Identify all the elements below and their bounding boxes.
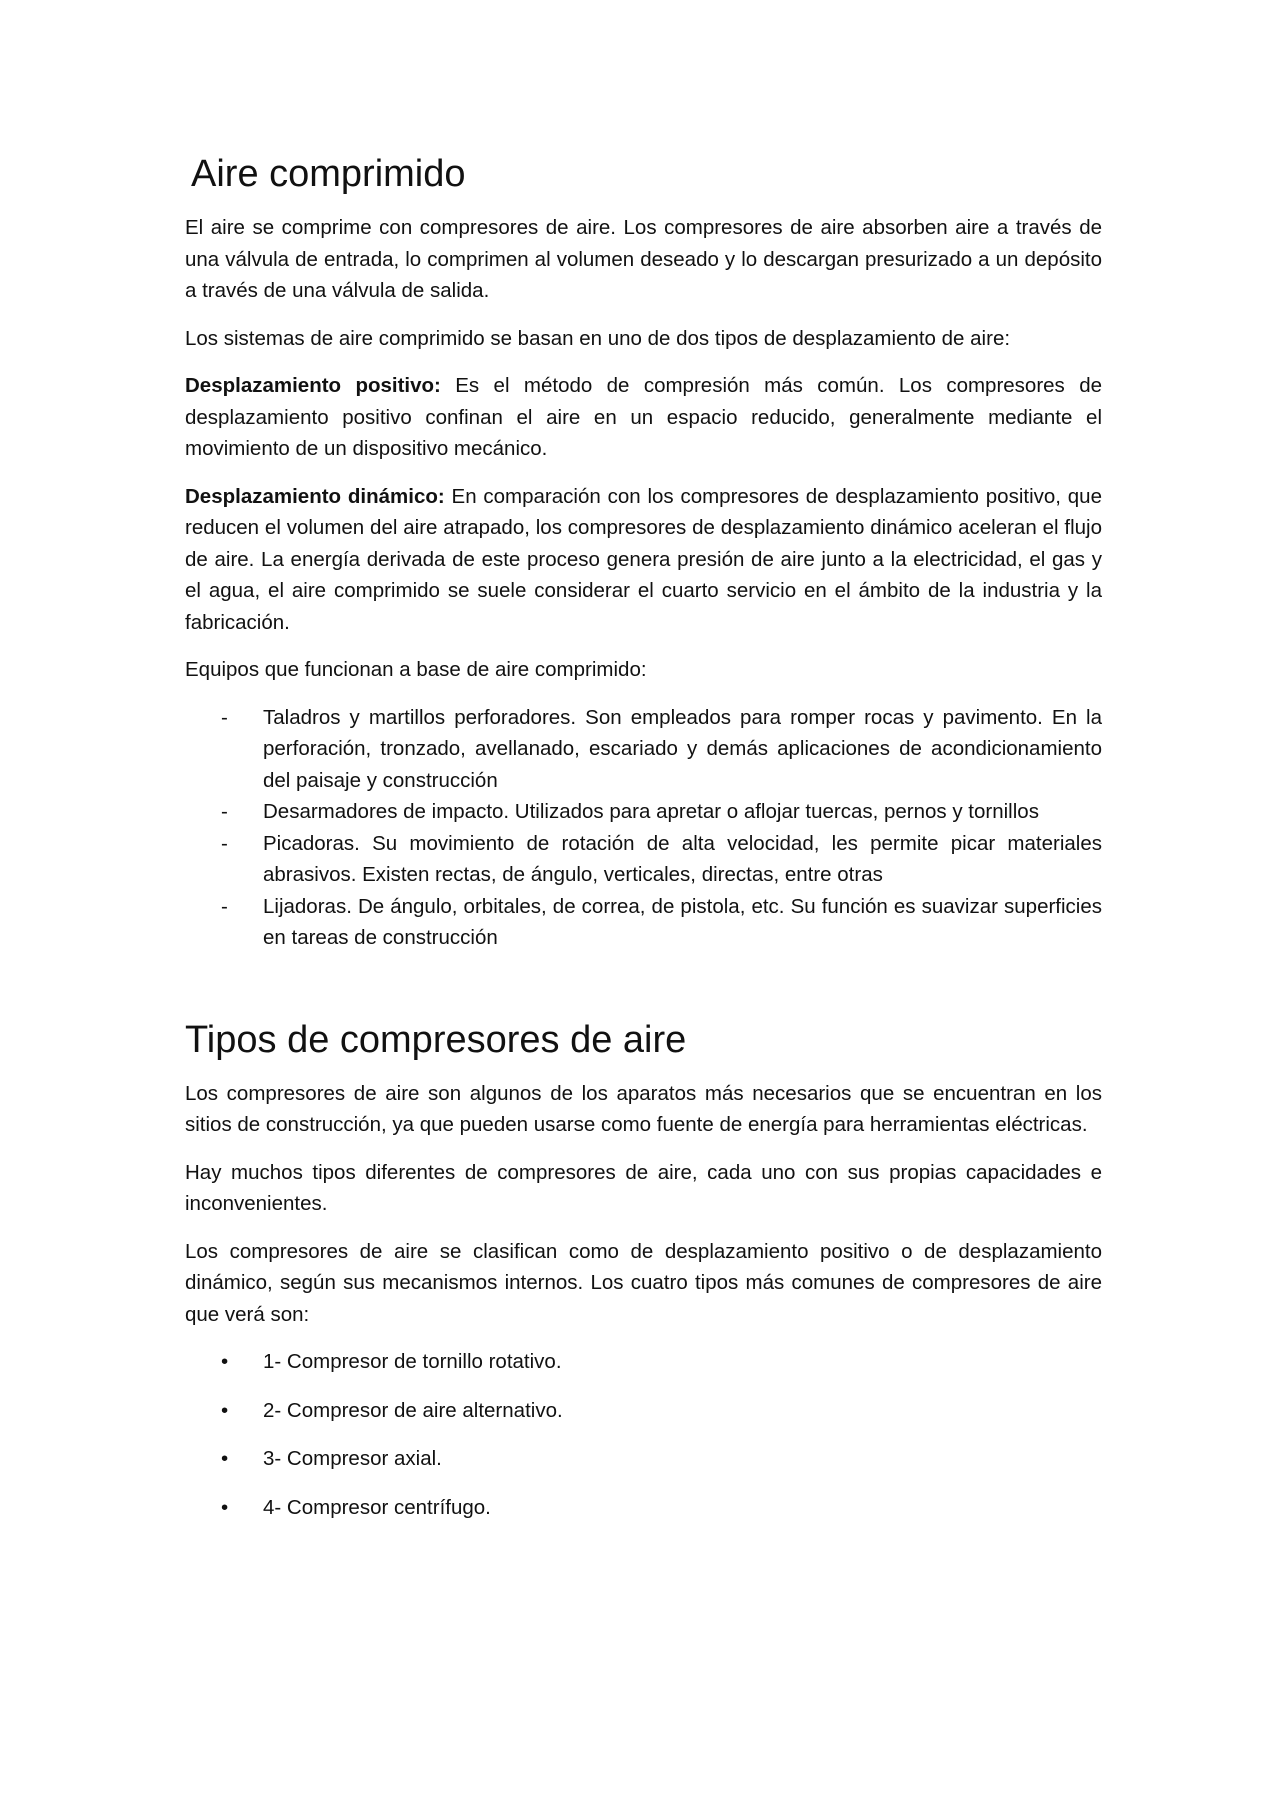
equipment-list	[185, 702, 1102, 954]
dash-marker: -	[221, 831, 228, 855]
list-item-text: Lijadoras. De ángulo, orbitales, de correa, de pistola, etc. Su función es suavizar superficies en tareas de construcción	[263, 894, 1102, 949]
compressor-types-list	[185, 1346, 1102, 1523]
paragraph-dynamic-displacement	[185, 481, 1102, 639]
bullet-marker: •	[221, 1398, 229, 1422]
dash-marker: -	[221, 705, 228, 729]
paragraph-intro: El aire se comprime con compresores de aire. Los compresores de aire absorben aire a través de una válvula de entrada, lo comprimen al volumen deseado y lo descargan presurizado a un depósito a través de una válvula de salida.	[185, 216, 1102, 302]
list-item	[185, 828, 1102, 891]
list-item	[185, 1395, 1102, 1427]
list-item	[185, 1346, 1102, 1378]
dash-marker: -	[221, 800, 228, 823]
paragraph-classification: Los compresores de aire se clasifican como de desplazamiento positivo o de desplazamiento dinámico, según sus mecanismos internos. Los cuatro tipos más comunes de compresores de aire que verá son:	[185, 1239, 1102, 1326]
definition-positive-displacement: Es el método de compresión más común. Los compresores de desplazamiento positivo confinan el aire en un espacio reducido, generalmente mediante el movimiento de un dispositivo mecánico.	[185, 374, 1102, 460]
bullet-marker: •	[221, 1495, 229, 1519]
bullet-marker: •	[221, 1350, 229, 1373]
list-item-text: 2- Compresor de aire alternativo.	[263, 1398, 563, 1422]
list-item-text: Picadoras. Su movimiento de rotación de alta velocidad, les permite picar materiales abrasivos. Existen rectas, de ángulo, verticales, directas, entre otras	[263, 831, 1102, 886]
list-item-text: 4- Compresor centrífugo.	[263, 1495, 491, 1519]
list-item	[185, 1492, 1102, 1524]
list-item	[185, 702, 1102, 797]
term-positive-displacement: Desplazamiento positivo:	[185, 374, 441, 397]
list-item	[185, 891, 1102, 954]
heading-tipos-compresores: Tipos de compresores de aire	[185, 1018, 687, 1061]
paragraph-systems: Los sistemas de aire comprimido se basan en uno de dos tipos de desplazamiento de aire:	[185, 326, 1011, 350]
list-item-text: 3- Compresor axial.	[263, 1447, 442, 1470]
bullet-marker: •	[221, 1447, 229, 1470]
list-item-text: Taladros y martillos perforadores. Son empleados para romper rocas y pavimento. En la perforación, tronzado, avellanado, escariado y demás aplicaciones de acondicionamiento del paisaje y construcción	[263, 705, 1102, 792]
term-dynamic-displacement: Desplazamiento dinámico:	[185, 484, 445, 508]
definition-dynamic-displacement: En comparación con los compresores de desplazamiento positivo, que reducen el volumen del aire atrapado, los compresores de desplazamiento dinámico aceleran el flujo de aire. La energía derivada de este proceso genera presión de aire junto a la electricidad, el gas y el agua, el aire comprimido se suele considerar el cuarto servicio en el ámbito de la industria y la fabricación.	[185, 484, 1102, 634]
list-item	[185, 796, 1102, 828]
paragraph-many-types: Hay muchos tipos diferentes de compresores de aire, cada uno con sus propias capacidades e inconvenientes.	[185, 1160, 1102, 1215]
list-item-text: 1- Compresor de tornillo rotativo.	[263, 1350, 562, 1373]
dash-marker: -	[221, 894, 228, 918]
list-item-text: Desarmadores de impacto. Utilizados para apretar o aflojar tuercas, pernos y tornillos	[263, 800, 1039, 823]
list-item	[185, 1443, 1102, 1475]
heading-aire-comprimido: Aire comprimido	[191, 153, 466, 195]
paragraph-construction-sites: Los compresores de aire son algunos de los aparatos más necesarios que se encuentran en los sitios de construcción, ya que pueden usarse como fuente de energía para herramientas eléctricas.	[185, 1081, 1102, 1136]
paragraph-positive-displacement	[185, 370, 1102, 465]
paragraph-equipment-intro: Equipos que funcionan a base de aire comprimido:	[185, 658, 647, 681]
document-body	[185, 150, 1102, 1540]
